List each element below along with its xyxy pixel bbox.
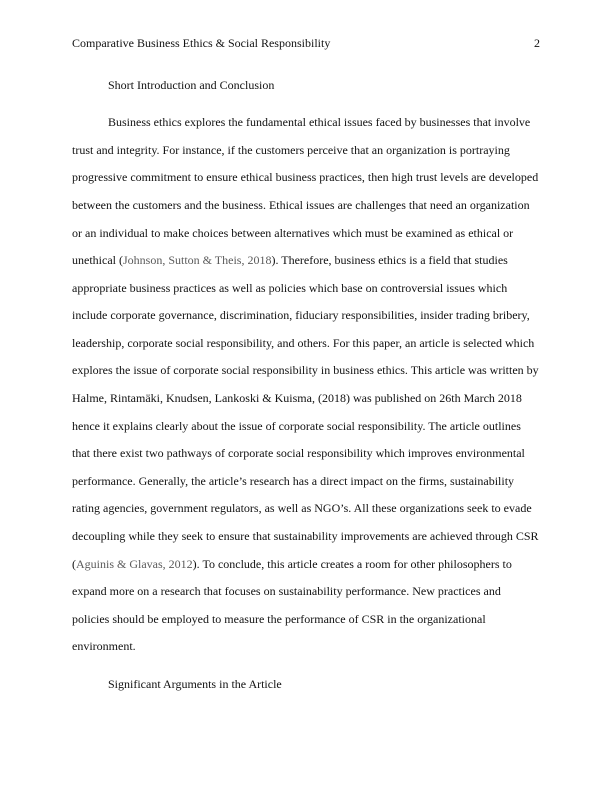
citation-link[interactable]: Johnson, Sutton & Theis, 2018 [122, 253, 272, 267]
paragraph-line [72, 557, 512, 572]
citation-link[interactable]: Aguinis & Glavas, 2012 [76, 557, 193, 571]
paragraph-line: trust and integrity. For instance, if the customers perceive that an organization is portraying [72, 143, 510, 157]
paragraph-line: that there exist two pathways of corporate social responsibility which improves environmental [72, 446, 525, 460]
paragraph-line: environment. [72, 639, 136, 653]
paragraph-line: or an individual to make choices between alternatives which must be examined as ethical or [72, 226, 514, 240]
paragraph-line: decoupling while they seek to ensure that sustainability improvements are achieved through CSR [72, 529, 539, 543]
paragraph-line: performance. Generally, the article’s research has a direct impact on the firms, sustainability [72, 474, 515, 488]
paragraph-line: leadership, corporate social responsibility, and others. For this paper, an article is selected which [72, 336, 535, 350]
section-heading-arguments: Significant Arguments in the Article [108, 677, 282, 691]
line-text: unethical ( [72, 253, 123, 267]
running-head-title: Comparative Business Ethics & Social Responsibility [72, 36, 331, 50]
line-text: ). Therefore, business ethics is a field that studies [271, 253, 508, 267]
paragraph-line: Business ethics explores the fundamental ethical issues faced by businesses that involve [108, 115, 531, 129]
page-number: 2 [534, 36, 540, 50]
section-heading-intro: Short Introduction and Conclusion [108, 78, 275, 92]
line-text: ( [72, 557, 76, 571]
paragraph-line: include corporate governance, discrimination, fiduciary responsibilities, insider trading bribery, [72, 308, 530, 322]
paragraph-line: policies should be employed to measure the performance of CSR in the organizational [72, 612, 486, 626]
paragraph-line [72, 253, 508, 268]
paragraph-line: expand more on a research that focuses on sustainability performance. New practices and [72, 584, 501, 598]
paragraph-line: progressive commitment to ensure ethical business practices, then high trust levels are developed [72, 170, 539, 184]
paragraph-line: between the customers and the business. Ethical issues are challenges that need an organization [72, 198, 530, 212]
line-text: ). To conclude, this article creates a room for other philosophers to [192, 557, 512, 571]
paragraph-line: hence it explains clearly about the issue of corporate social responsibility. The article outlines [72, 419, 521, 433]
paragraph-line: explores the issue of corporate social responsibility in business ethics. This article was written by [72, 363, 539, 377]
paragraph-line: rating agencies, government regulators, as well as NGO’s. All these organizations seek to evade [72, 501, 532, 515]
paragraph-line: Halme, Rintamäki, Knudsen, Lankoski & Kuisma, (2018) was published on 26th March 2018 [72, 391, 522, 405]
paragraph-line: appropriate business practices as well as policies which base on controversial issues which [72, 281, 508, 295]
